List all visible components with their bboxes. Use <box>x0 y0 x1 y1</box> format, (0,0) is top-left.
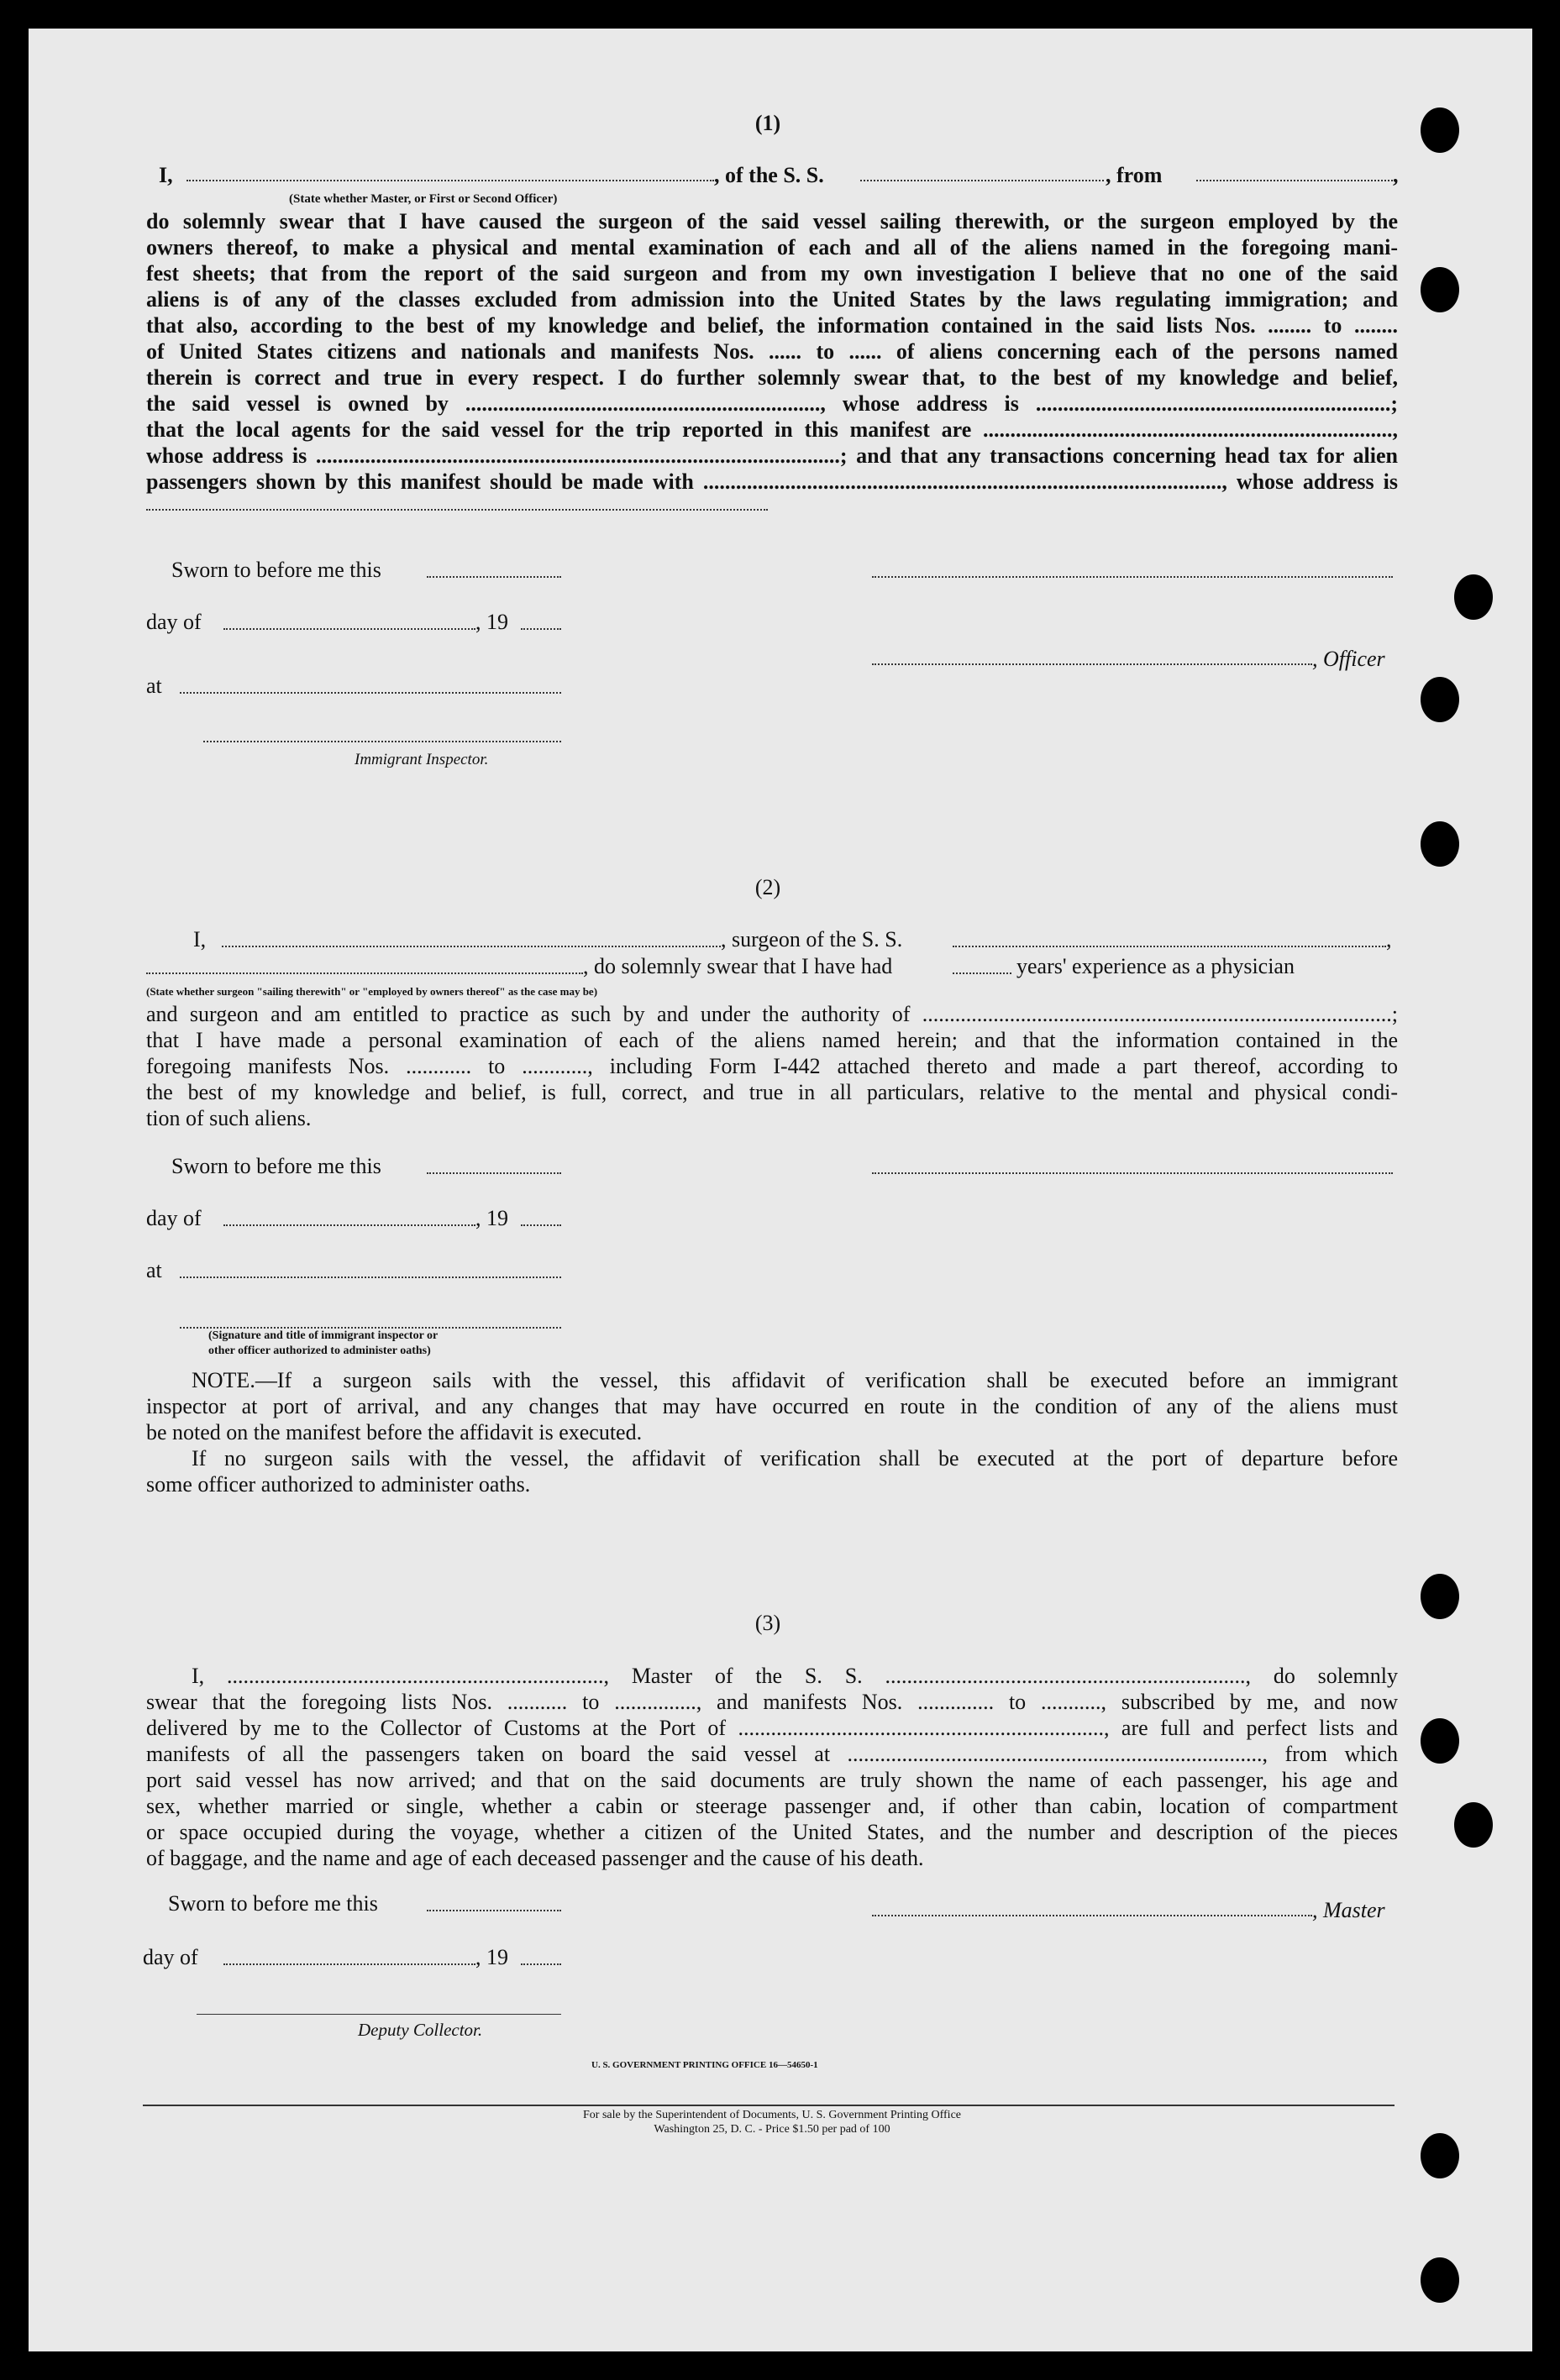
oath-line: do solemnly swear that I have caused the surgeon of the said vessel sailing therewith, or the surgeon employed by the <box>146 209 1398 233</box>
officer-name-field[interactable] <box>186 180 714 181</box>
s1-officer-sig-line[interactable] <box>872 576 1393 578</box>
oath-line: of United States citizens and nationals and manifests Nos. ...... to ...... of aliens concerning each of the persons named <box>146 339 1398 364</box>
s3-month-field[interactable] <box>223 1963 475 1965</box>
s2-year-prefix: , 19 <box>475 1206 508 1230</box>
s3-sworn-day-field[interactable] <box>427 1910 561 1911</box>
punch-hole <box>1421 1718 1459 1764</box>
s2-year-field[interactable] <box>521 1224 561 1226</box>
section-2-oath <box>146 1001 1398 1131</box>
s2-swear: , do solemnly swear that I have had <box>583 954 893 978</box>
section-1-oath <box>146 208 1398 495</box>
gpo-imprint: U. S. GOVERNMENT PRINTING OFFICE 16—54650-1 <box>591 2060 818 2070</box>
oath-line: tion of such aliens. <box>146 1106 312 1130</box>
punch-hole <box>1454 574 1493 620</box>
section-1-number: (1) <box>754 111 781 135</box>
s1-at-field[interactable] <box>180 692 561 694</box>
s1-year-prefix: , 19 <box>475 610 508 634</box>
s1-year-field[interactable] <box>521 628 561 630</box>
officer-rank-note: (State whether Master, or First or Second Officer) <box>289 192 558 206</box>
note-line: some officer authorized to administer oaths. <box>146 1472 531 1497</box>
oath-line: whose address is ................................................................................................; and that any transactions concerning head tax for alien <box>146 443 1398 468</box>
oath-line: that the local agents for the said vessel for the trip reported in this manifest are ..........................................................................., <box>146 417 1398 442</box>
oath-line: therein is correct and true in every respect. I do further solemnly swear that, to the best of my knowledge and belief, <box>146 365 1398 390</box>
s1-inspector-sig-line[interactable] <box>203 741 561 742</box>
punch-hole <box>1421 677 1459 722</box>
oath-line: the said vessel is owned by ................................................................., whose address is .................................................................; <box>146 391 1398 416</box>
s1-at-label: at <box>146 674 162 698</box>
punch-hole <box>1421 2257 1459 2303</box>
s1-inspector-title: Immigrant Inspector. <box>355 751 489 768</box>
s1-month-field[interactable] <box>223 628 475 630</box>
s2-surgeon-of: , surgeon of the S. S. <box>721 927 903 951</box>
s2-at-label: at <box>146 1258 162 1282</box>
oath-line: aliens is of any of the classes excluded from admission into the United States by the laws regulating immigration; and <box>146 287 1398 312</box>
s3-deputy-sig-line[interactable] <box>197 2014 561 2015</box>
oath-line: of baggage, and the name and age of each deceased passenger and the cause of his death. <box>146 1846 924 1870</box>
oath-line: foregoing manifests Nos. ............ to ............, including Form I-442 attached thereto and made a part thereof, according to <box>146 1054 1398 1078</box>
s2-sworn-label: Sworn to before me this <box>171 1154 381 1178</box>
s2-sig-note-2: other officer authorized to administer oaths) <box>208 1345 431 1357</box>
s3-dayof-label: day of <box>143 1945 198 1969</box>
form-page <box>29 29 1532 2351</box>
oath-line: manifests of all the passengers taken on board the said vessel at ............................................................................, from which <box>146 1742 1398 1766</box>
oath-line: the best of my knowledge and belief, is full, correct, and true in all particulars, relative to the mental and physical condi- <box>146 1080 1398 1104</box>
s1-officer-name-line[interactable] <box>872 663 1312 665</box>
s3-year-field[interactable] <box>521 1963 561 1965</box>
oath-line: that also, according to the best of my knowledge and belief, the information contained in the said lists Nos. ........ to ........ <box>146 313 1398 338</box>
s1-from: , from <box>1106 163 1163 187</box>
years-experience-field[interactable] <box>953 972 1011 974</box>
s2-sworn-day-field[interactable] <box>427 1172 561 1174</box>
s2-surgeon-sig-line[interactable] <box>872 1172 1393 1174</box>
s1-dayof-label: day of <box>146 610 202 634</box>
surgeon-name-field[interactable] <box>222 946 721 947</box>
footer-rule <box>143 2105 1395 2106</box>
punch-hole <box>1421 1574 1459 1619</box>
oath-line: delivered by me to the Collector of Customs at the Port of ..................................................................., are full and perfect lists and <box>146 1716 1398 1740</box>
oath-line: or space occupied during the voyage, whether a citizen of the United States, and the number and description of the pieces <box>146 1820 1398 1844</box>
oath-line: sex, whether married or single, whether a cabin or steerage passenger and, if other than cabin, location of compartment <box>146 1794 1398 1818</box>
punch-hole <box>1421 2133 1459 2178</box>
note-line: be noted on the manifest before the affidavit is executed. <box>146 1420 643 1444</box>
section-3-oath <box>146 1663 1398 1871</box>
s2-dayof-label: day of <box>146 1206 202 1230</box>
s2-sig-note-1: (Signature and title of immigrant inspector or <box>208 1329 439 1342</box>
vessel-name-field[interactable] <box>860 180 1104 181</box>
oath-line: owners thereof, to make a physical and mental examination of each and all of the aliens named in the foregoing mani- <box>146 235 1398 259</box>
s1-sworn-day-field[interactable] <box>427 576 561 578</box>
section-2-number: (2) <box>754 875 781 899</box>
oath-line: that I have made a personal examination of each of the aliens named herein; and that the information contained in the <box>146 1028 1398 1052</box>
note-line: NOTE.—If a surgeon sails with the vessel, this affidavit of verification shall be executed before an immigrant <box>192 1368 1398 1392</box>
sale-notice-2: Washington 25, D. C. - Price $1.50 per pad of 100 <box>654 2123 890 2136</box>
agent-address-field[interactable] <box>146 509 768 511</box>
s1-sworn-label: Sworn to before me this <box>171 558 381 582</box>
punch-hole <box>1421 107 1459 153</box>
s1-of-ss: , of the S. S. <box>714 163 824 187</box>
s3-sworn-label: Sworn to before me this <box>168 1891 378 1916</box>
oath-line: port said vessel has now arrived; and that on the said documents are truly shown the name of each passenger, his age and <box>146 1768 1398 1792</box>
s3-year-prefix: , 19 <box>475 1945 508 1969</box>
note-line: inspector at port of arrival, and any changes that may have occurred en route in the condition of any of the aliens must <box>146 1394 1398 1418</box>
s3-master-title: , Master <box>1312 1898 1385 1922</box>
section-3-number: (3) <box>754 1611 781 1635</box>
sale-notice-1: For sale by the Superintendent of Documents, U. S. Government Printing Office <box>583 2109 961 2121</box>
s2-years: years' experience as a physician <box>1016 954 1295 978</box>
surgeon-status-note: (State whether surgeon "sailing therewith" or "employed by owners thereof" as the case may be) <box>146 985 598 998</box>
s2-vessel-field[interactable] <box>953 946 1386 947</box>
s3-deputy-title: Deputy Collector. <box>358 2020 483 2040</box>
oath-line: swear that the foregoing lists Nos. ........... to ..............., and manifests Nos. .............. to ..........., subscribed by me, and now <box>146 1690 1398 1714</box>
punch-hole <box>1454 1802 1493 1848</box>
oath-line: and surgeon and am entitled to practice as such by and under the authority of ......................................................................................; <box>146 1002 1398 1026</box>
oath-line: I, ....................................................................., Master of the S. S. .................................................................., do solemnly <box>192 1664 1398 1688</box>
s1-comma: , <box>1393 163 1399 187</box>
verification-note <box>146 1367 1398 1497</box>
s1-i: I, <box>159 163 173 187</box>
punch-hole <box>1421 267 1459 312</box>
s1-officer-title: , Officer <box>1312 647 1385 671</box>
surgeon-status-field[interactable] <box>146 972 583 974</box>
s2-comma: , <box>1386 927 1392 951</box>
from-port-field[interactable] <box>1196 180 1393 181</box>
s2-month-field[interactable] <box>223 1224 475 1226</box>
note-line: If no surgeon sails with the vessel, the affidavit of verification shall be executed at the port of departure before <box>192 1446 1398 1470</box>
oath-line: passengers shown by this manifest should be made with ..............................................................................................., whose address is <box>146 469 1398 494</box>
s3-master-sig-line[interactable] <box>872 1915 1312 1916</box>
s2-i: I, <box>193 927 207 951</box>
punch-hole <box>1421 821 1459 867</box>
s2-at-field[interactable] <box>180 1276 561 1278</box>
oath-line: fest sheets; that from the report of the said surgeon and from my own investigation I believe that no one of the said <box>146 261 1398 286</box>
